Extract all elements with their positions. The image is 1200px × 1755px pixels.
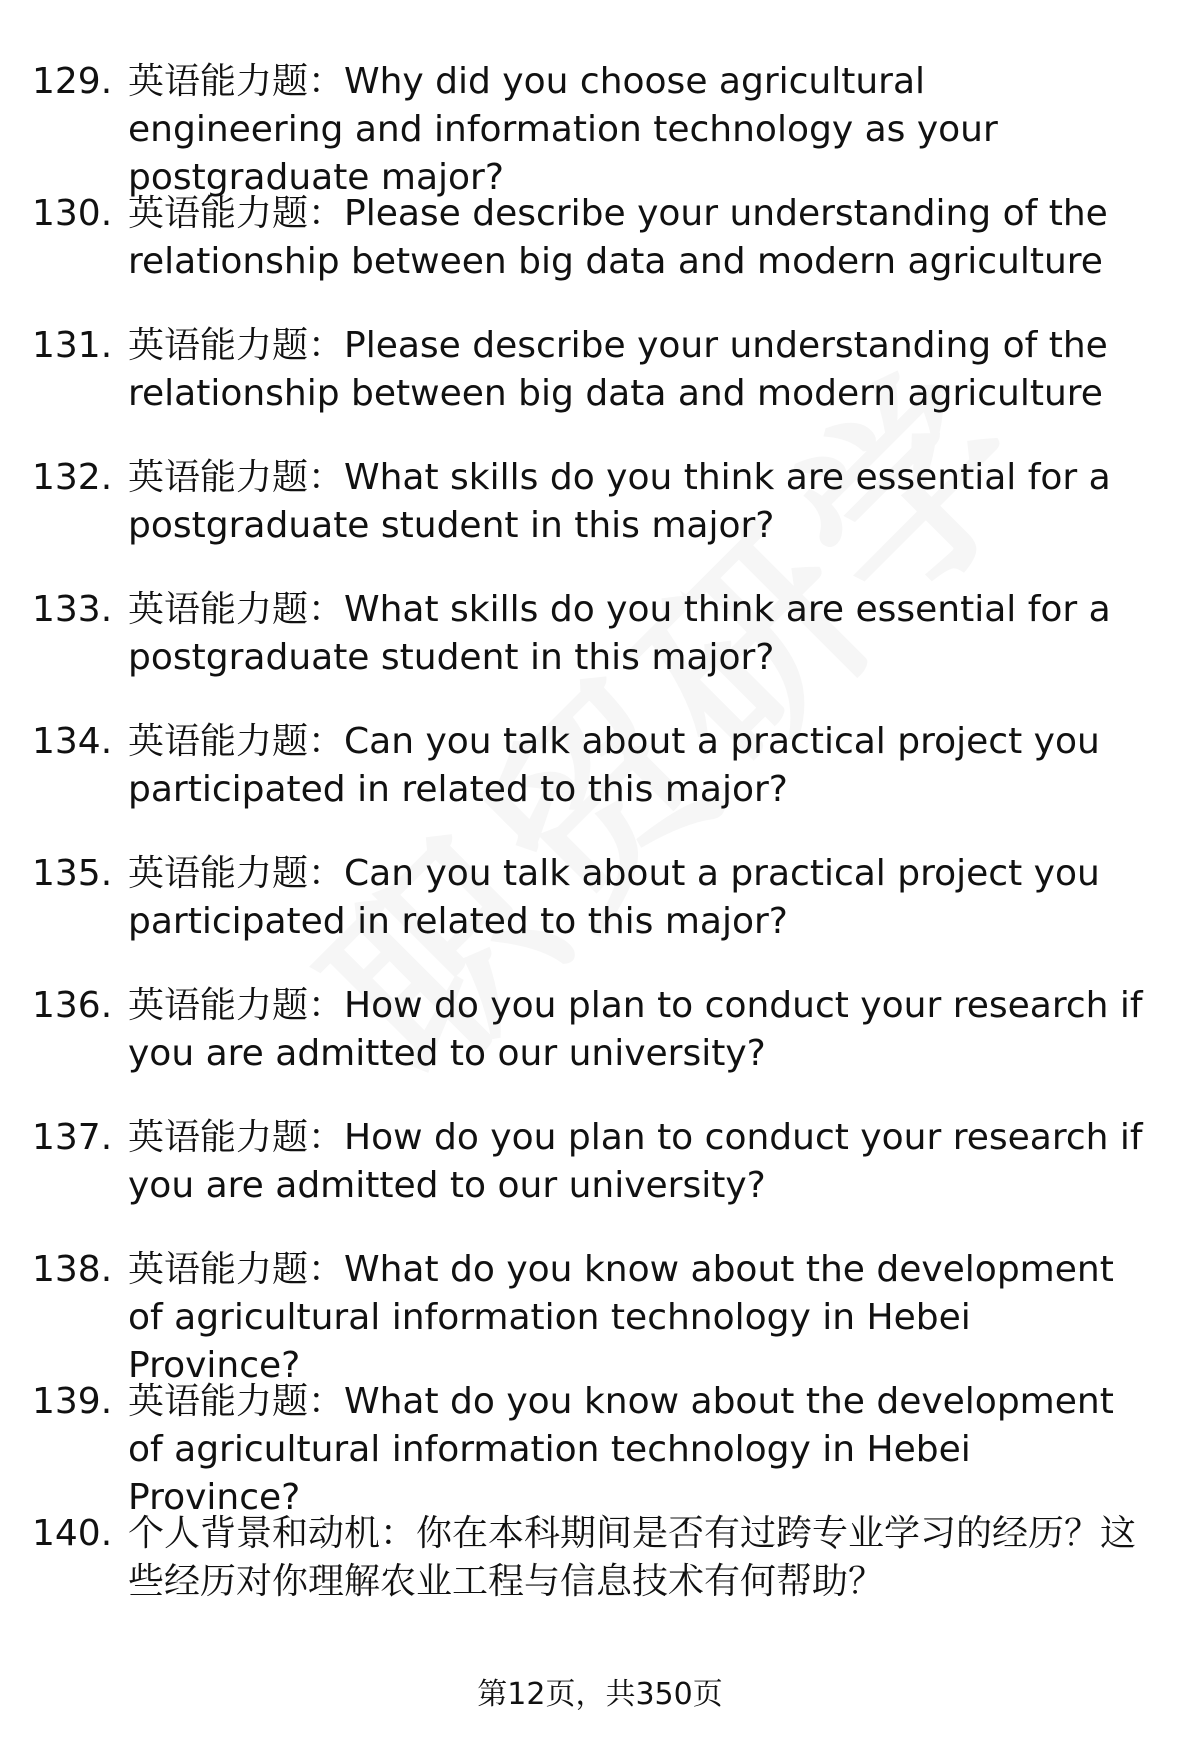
question-text: 英语能力题：Please describe your understanding of the relationship between big data and modern agriculture [128, 325, 1108, 414]
question-item [0, 322, 1200, 454]
question-item [0, 718, 1200, 850]
question-number: 139. [32, 1381, 113, 1422]
question-text: 英语能力题：What do you know about the development of agricultural information technology in Hebei Province? [128, 1249, 1114, 1386]
question-number: 138. [32, 1249, 113, 1290]
question-item [0, 1378, 1200, 1518]
question-number: 134. [32, 721, 113, 762]
question-text: 英语能力题：Why did you choose agricultural engineering and information technology as your postgraduate major? [128, 61, 998, 198]
question-item [0, 190, 1200, 322]
page-number-label: 第12页，共350页 [477, 1677, 723, 1712]
question-item [0, 1114, 1200, 1246]
question-number: 136. [32, 985, 113, 1026]
question-text: 个人背景和动机：你在本科期间是否有过跨专业学习的经历？这些经历对你理解农业工程与信息技术有何帮助？ [128, 1513, 1137, 1602]
question-item [0, 982, 1200, 1114]
question-text: 英语能力题：What skills do you think are essential for a postgraduate student in this major? [128, 457, 1111, 546]
question-number: 137. [32, 1117, 113, 1158]
question-item [0, 586, 1200, 718]
question-number: 131. [32, 325, 113, 366]
question-number: 140. [32, 1513, 113, 1554]
question-text: 英语能力题：How do you plan to conduct your research if you are admitted to our university? [128, 1117, 1143, 1206]
question-text: 英语能力题：Can you talk about a practical project you participated in related to this major? [128, 721, 1100, 810]
question-text: 英语能力题：What do you know about the development of agricultural information technology in Hebei Province? [128, 1381, 1114, 1518]
page-footer [0, 1675, 1200, 1715]
question-list [0, 58, 1200, 1642]
question-item [0, 1246, 1200, 1386]
question-text: 英语能力题：How do you plan to conduct your research if you are admitted to our university? [128, 985, 1143, 1074]
question-number: 130. [32, 193, 113, 234]
question-number: 132. [32, 457, 113, 498]
question-text: 英语能力题：Can you talk about a practical project you participated in related to this major? [128, 853, 1100, 942]
question-number: 135. [32, 853, 113, 894]
question-item [0, 1510, 1200, 1642]
question-text: 英语能力题：Please describe your understanding of the relationship between big data and modern agriculture [128, 193, 1108, 282]
question-number: 129. [32, 61, 113, 102]
question-item [0, 58, 1200, 198]
question-item [0, 454, 1200, 586]
question-number: 133. [32, 589, 113, 630]
question-item [0, 850, 1200, 982]
question-text: 英语能力题：What skills do you think are essential for a postgraduate student in this major? [128, 589, 1111, 678]
